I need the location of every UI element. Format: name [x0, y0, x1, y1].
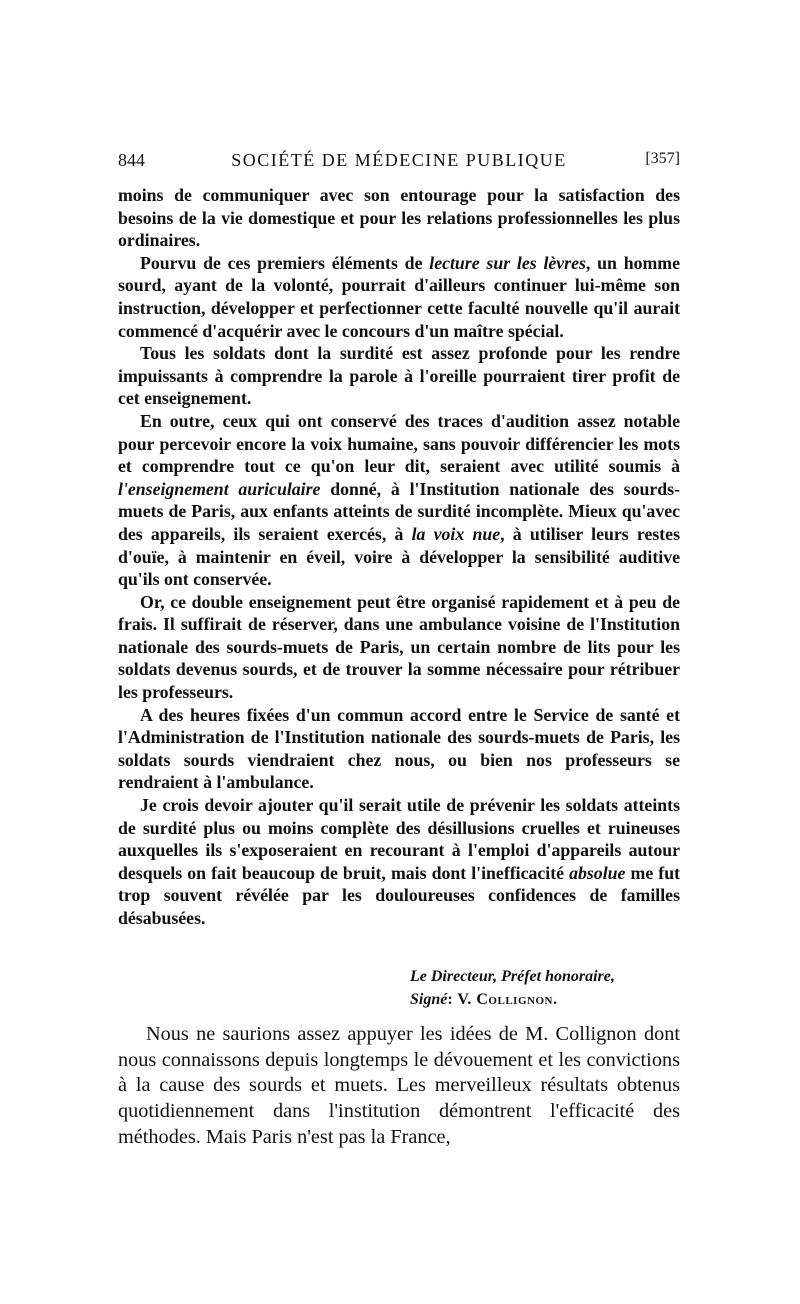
running-header: [118, 150, 680, 176]
paragraph-4: [118, 410, 680, 591]
paragraph-2-text-a: Pourvu de ces premiers éléments de: [140, 252, 430, 273]
signature-title: Le Directeur, Préfet honoraire,: [410, 968, 615, 985]
paragraph-6: A des heures fixées d'un commun accord entre le Service de santé et l'Administration de l'Institution nationale des sourds-muets de Paris, les soldats sourds viendraient chez nous, ou bien nos professeurs se rendraient à l'ambulance.: [118, 704, 680, 793]
paragraph-3: Tous les soldats dont la surdité est assez profonde pour les rendre impuissants à comprendre la parole à l'oreille pourraient tirer profit de cet enseignement.: [118, 343, 680, 409]
signed-label: Signé: [410, 990, 448, 1008]
paragraph-4-text-b: donné, à l'Institution nationale des sourds-muets de Paris, aux enfants atteints de surdité incomplète. Mieux qu'avec des appareils, ils seraient exercés, à: [118, 478, 681, 544]
paragraph-2-italic: lecture sur les lèvres: [429, 252, 586, 273]
paragraph-4-text-c: , à utiliser leurs restes d'ouïe, à maintenir en éveil, voire à développer la sensibilité auditive qu'ils ont conservée.: [118, 523, 680, 590]
paragraph-4-italic-1: l'enseignement auriculaire: [118, 478, 321, 499]
page-number: 844: [118, 150, 145, 170]
signed-name: : V. Collignon.: [447, 990, 558, 1008]
signature-block: [410, 966, 710, 1011]
letter-body: [118, 184, 680, 930]
editorial-commentary: [118, 1022, 680, 1151]
paragraph-4-text-a: En outre, ceux qui ont conservé des traces d'audition assez notable pour percevoir encore la voix humaine, sans pouvoir différencier les mots et comprendre tout ce qu'on leur dit, seraient avec utilité soumis à: [118, 410, 680, 477]
paragraph-7-italic: absolue: [569, 862, 626, 883]
paragraph-2-text-b: , un homme sourd, ayant de la volonté, pourrait d'ailleurs continuer lui-même son instruction, développer et perfectionner cette faculté nouvelle qu'il aurait commencé d'acquérir avec le concours d'un maître spécial.: [118, 252, 680, 341]
running-title: SOCIÉTÉ DE MÉDECINE PUBLIQUE: [231, 150, 567, 170]
page-reference: [357]: [645, 150, 680, 167]
paragraph-2: [118, 252, 680, 342]
paragraph-7-text-b: me fut trop souvent révélée par les douloureuses confidences de familles désabusées.: [118, 862, 680, 928]
commentary-paragraph: Nous ne saurions assez appuyer les idées de M. Collignon dont nous connaissons depuis longtemps le dévouement et les convictions à la cause des sourds et muets. Les merveilleux résultats obtenus quotidiennement dans l'institution démontrent l'efficacité des méthodes. Mais Paris n'est pas la France,: [118, 1023, 680, 1148]
signature-line: [410, 989, 710, 1012]
paragraph-5: Or, ce double enseignement peut être organisé rapidement et à peu de frais. Il suffirait de réserver, dans une ambulance voisine de l'Institution nationale des sourds-muets de Paris, un certain nombre de lits pour les soldats devenus sourds, et de trouver la somme nécessaire pour rétribuer les professeurs.: [118, 591, 680, 703]
paragraph-7: [118, 794, 680, 930]
paragraph-7-text-a: Je crois devoir ajouter qu'il serait utile de prévenir les soldats atteints de surdité plus ou moins complète des désillusions cruelles et ruineuses auxquelles ils s'exposeraient en recourant à l'emploi d'appareils autour desquels on fait beaucoup de bruit, mais dont l'inefficacité: [118, 795, 680, 883]
paragraph-1: moins de communiquer avec son entourage pour la satisfaction des besoins de la vie domestique et pour les relations professionnelles les plus ordinaires.: [118, 185, 680, 251]
paragraph-4-italic-2: la voix nue: [411, 523, 501, 544]
